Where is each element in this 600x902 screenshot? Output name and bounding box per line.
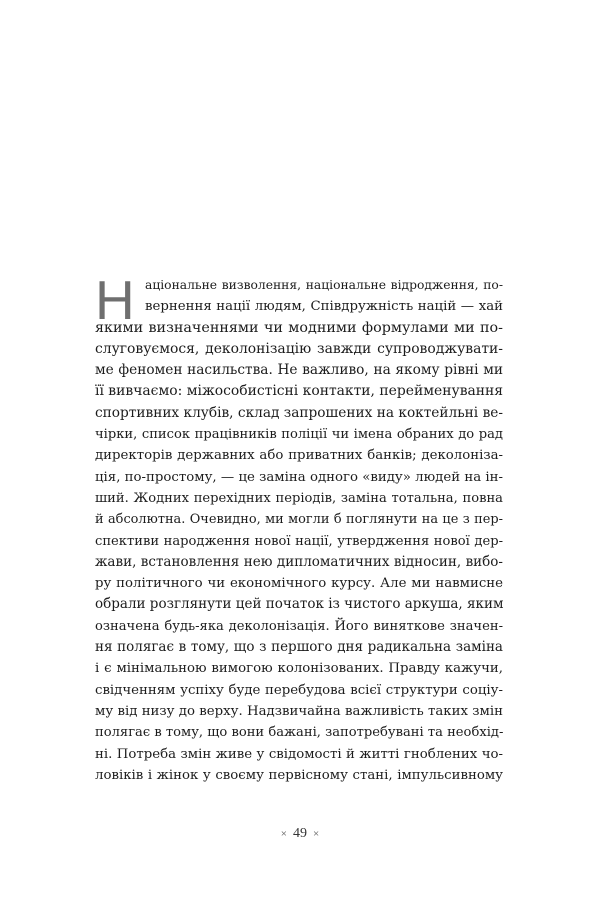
text-line: спективи народження нової нації, утвердження нової дер- <box>95 533 503 549</box>
text-line: ловіків і жінок у своєму первісному стані, імпульсивному <box>95 767 503 783</box>
text-line: ня полягає в тому, що з першого дня радикальна заміна <box>95 639 503 656</box>
text-line: аціональне визволення, національне відродження, по- <box>145 278 503 292</box>
text-line: полягає в тому, що вони бажані, запотребувані та необхід- <box>95 725 504 741</box>
text-line: спортивних клубів, склад запрошених на коктейльні ве- <box>95 404 503 421</box>
body-paragraph <box>95 269 504 786</box>
text-line: обрали розглянути цей початок із чистого аркуша, яким <box>95 596 504 613</box>
text-line: якими визначеннями чи модними формулами ми по- <box>95 319 503 336</box>
text-line: слуговуємося, деколонізацію завжди супроводжувати- <box>95 340 503 357</box>
text-line: і є мінімальною вимогою колонізованих. Правду кажучи, <box>95 661 503 677</box>
text-line: ні. Потреба змін живе у свідомості й житті гноблених чо- <box>95 746 503 762</box>
ornament-left-icon: × <box>280 828 287 840</box>
text-line: чірки, список працівників поліції чи імена обраних до рад <box>95 427 503 443</box>
page-number-footer <box>0 826 600 842</box>
page-number: 49 <box>293 826 307 841</box>
text-line: ція, по-простому, — це заміна одного «виду» людей на ін- <box>95 469 503 485</box>
text-line: му від низу до верху. Надзвичайна важливість таких змін <box>95 703 503 719</box>
text-line: й абсолютна. Очевидно, ми могли б поглянути на це з пер- <box>95 512 503 528</box>
text-line: директорів державних або приватних банків; деколоніза- <box>95 448 503 464</box>
ornament-right-icon: × <box>313 828 320 840</box>
text-line: свідченням успіху буде перебудова всієї структури соціу- <box>95 682 503 698</box>
text-line: ру політичного чи економічного курсу. Але ми навмисне <box>95 576 503 592</box>
drop-cap-letter: Н <box>95 269 135 331</box>
text-line: означена будь-яка деколонізація. Його винятковe значен- <box>95 618 503 634</box>
text-line: ший. Жодних перехідних періодів, заміна тотальна, повна <box>95 490 503 506</box>
text-line: ме феномен насильства. Не важливо, на якому рівні ми <box>95 362 503 379</box>
text-line: її вивчаємо: міжособистісні контакти, перейменування <box>95 383 504 400</box>
text-line: вернення нації людям, Співдружність націй — хай <box>145 299 503 315</box>
text-line: жави, встановлення нею дипломатичних відносин, вибо- <box>95 553 503 570</box>
